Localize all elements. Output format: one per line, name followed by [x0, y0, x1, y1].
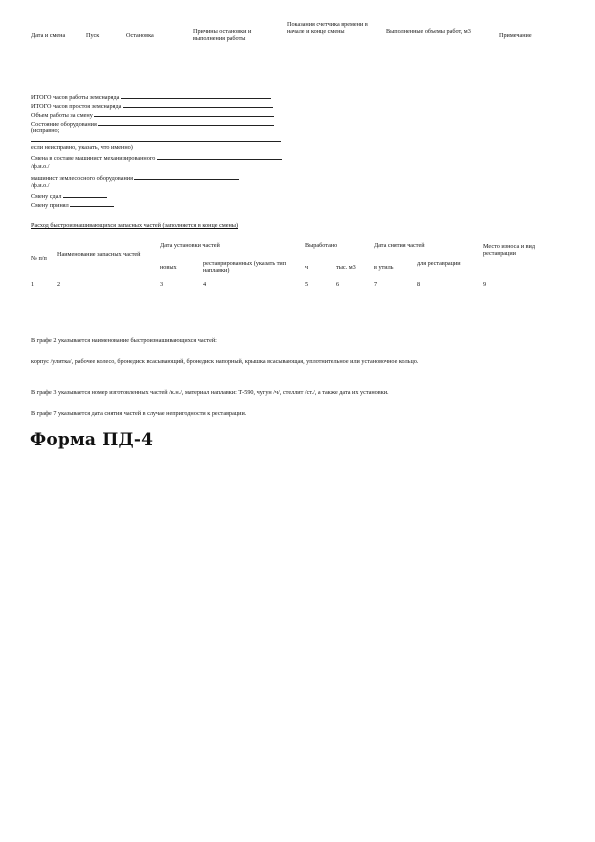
fill-line[interactable] [157, 153, 282, 160]
col-number-3: 3 [160, 281, 164, 288]
col-number-4: 4 [203, 281, 207, 288]
fill-line[interactable] [94, 110, 274, 117]
summary-volume: Объем работы за смену [31, 110, 274, 119]
col-worked-volume: тыс. м3 [336, 264, 356, 271]
summary-fio-1: /ф.и.о./ [31, 163, 50, 170]
parts-heading: Расход быстроизнашивающихся запасных частей (заполняется в конце смены) [31, 222, 239, 229]
header-reasons: Причины остановки и выполнения работы [193, 28, 252, 43]
col-removal-scrap: в утиль [374, 264, 394, 271]
col-removal-restore: для реставрации [417, 260, 461, 267]
col-worked-hours: ч [305, 264, 309, 271]
note-1: В графе 2 указывается наименование быстроизнашивающихся частей: [31, 337, 217, 344]
fill-line[interactable] [31, 141, 281, 142]
col-number-7: 7 [374, 281, 378, 288]
fill-line[interactable] [98, 119, 274, 126]
summary-ok: (исправно; [31, 127, 60, 134]
form-title: Форма ПД-4 [30, 430, 154, 450]
header-notes: Примечание [499, 32, 532, 39]
fill-line[interactable] [63, 191, 107, 198]
summary-idle-hours: ИТОГО часов простоя земснаряда [31, 101, 273, 110]
summary-work-hours: ИТОГО часов работы земснаряда [31, 92, 271, 101]
note-4: В графе 7 указывается дата снятия частей в случае непригодности к реставрации. [31, 410, 247, 417]
fill-line[interactable] [121, 92, 271, 99]
summary-faulty: если неисправно, указать, что именно) [31, 144, 133, 151]
col-install-date: Дата установки частей [160, 242, 220, 249]
header-start: Пуск [86, 32, 100, 39]
summary-fio-2: /ф.и.о./ [31, 182, 50, 189]
col-worked: Выработано [305, 242, 338, 249]
col-number-9: 9 [483, 281, 487, 288]
summary-pump-operator: машинист землесосного оборудования [31, 173, 239, 182]
col-num: № п/п [31, 255, 47, 262]
col-number-8: 8 [417, 281, 421, 288]
col-install-restored: реставрированных (указать тип наплавки) [203, 260, 287, 275]
col-number-1: 1 [31, 281, 35, 288]
summary-handed: Смену сдал [31, 191, 107, 200]
header-counter: Показания счетчика времени в начале и конце смены [287, 21, 368, 36]
col-number-6: 6 [336, 281, 340, 288]
header-stop: Остановка [126, 32, 154, 39]
col-install-new: новых [160, 264, 177, 271]
note-2: корпус /улитка/, рабочее колесо, бронедиск всасывающий, бронедиск напорный, крышка всасывающая, уплотнительное или установочное кольцо. [31, 358, 419, 365]
col-place: Место износа и вид реставрации [483, 243, 535, 258]
note-3: В графе 3 указывается номер изготовленных частей /к.н./, материал наплавки: Т-590, чугун /ч/, стеллит /ст./, а также дата их установки. [31, 389, 389, 396]
fill-line[interactable] [123, 101, 273, 108]
fill-line[interactable] [70, 200, 114, 207]
col-removal-date: Дата снятия частей [374, 242, 425, 249]
col-number-2: 2 [57, 281, 61, 288]
fill-line[interactable] [134, 173, 239, 180]
col-name: Наименование запасных частей [57, 251, 141, 258]
summary-accepted: Смену принял [31, 200, 114, 209]
header-date-shift: Дата и смена [31, 32, 66, 39]
header-volumes: Выполненные объемы работ, м3 [386, 28, 471, 35]
col-number-5: 5 [305, 281, 309, 288]
summary-equipment: Состояние оборудования [31, 119, 274, 128]
summary-operator: Смена в составе машинист механизированного [31, 153, 282, 162]
